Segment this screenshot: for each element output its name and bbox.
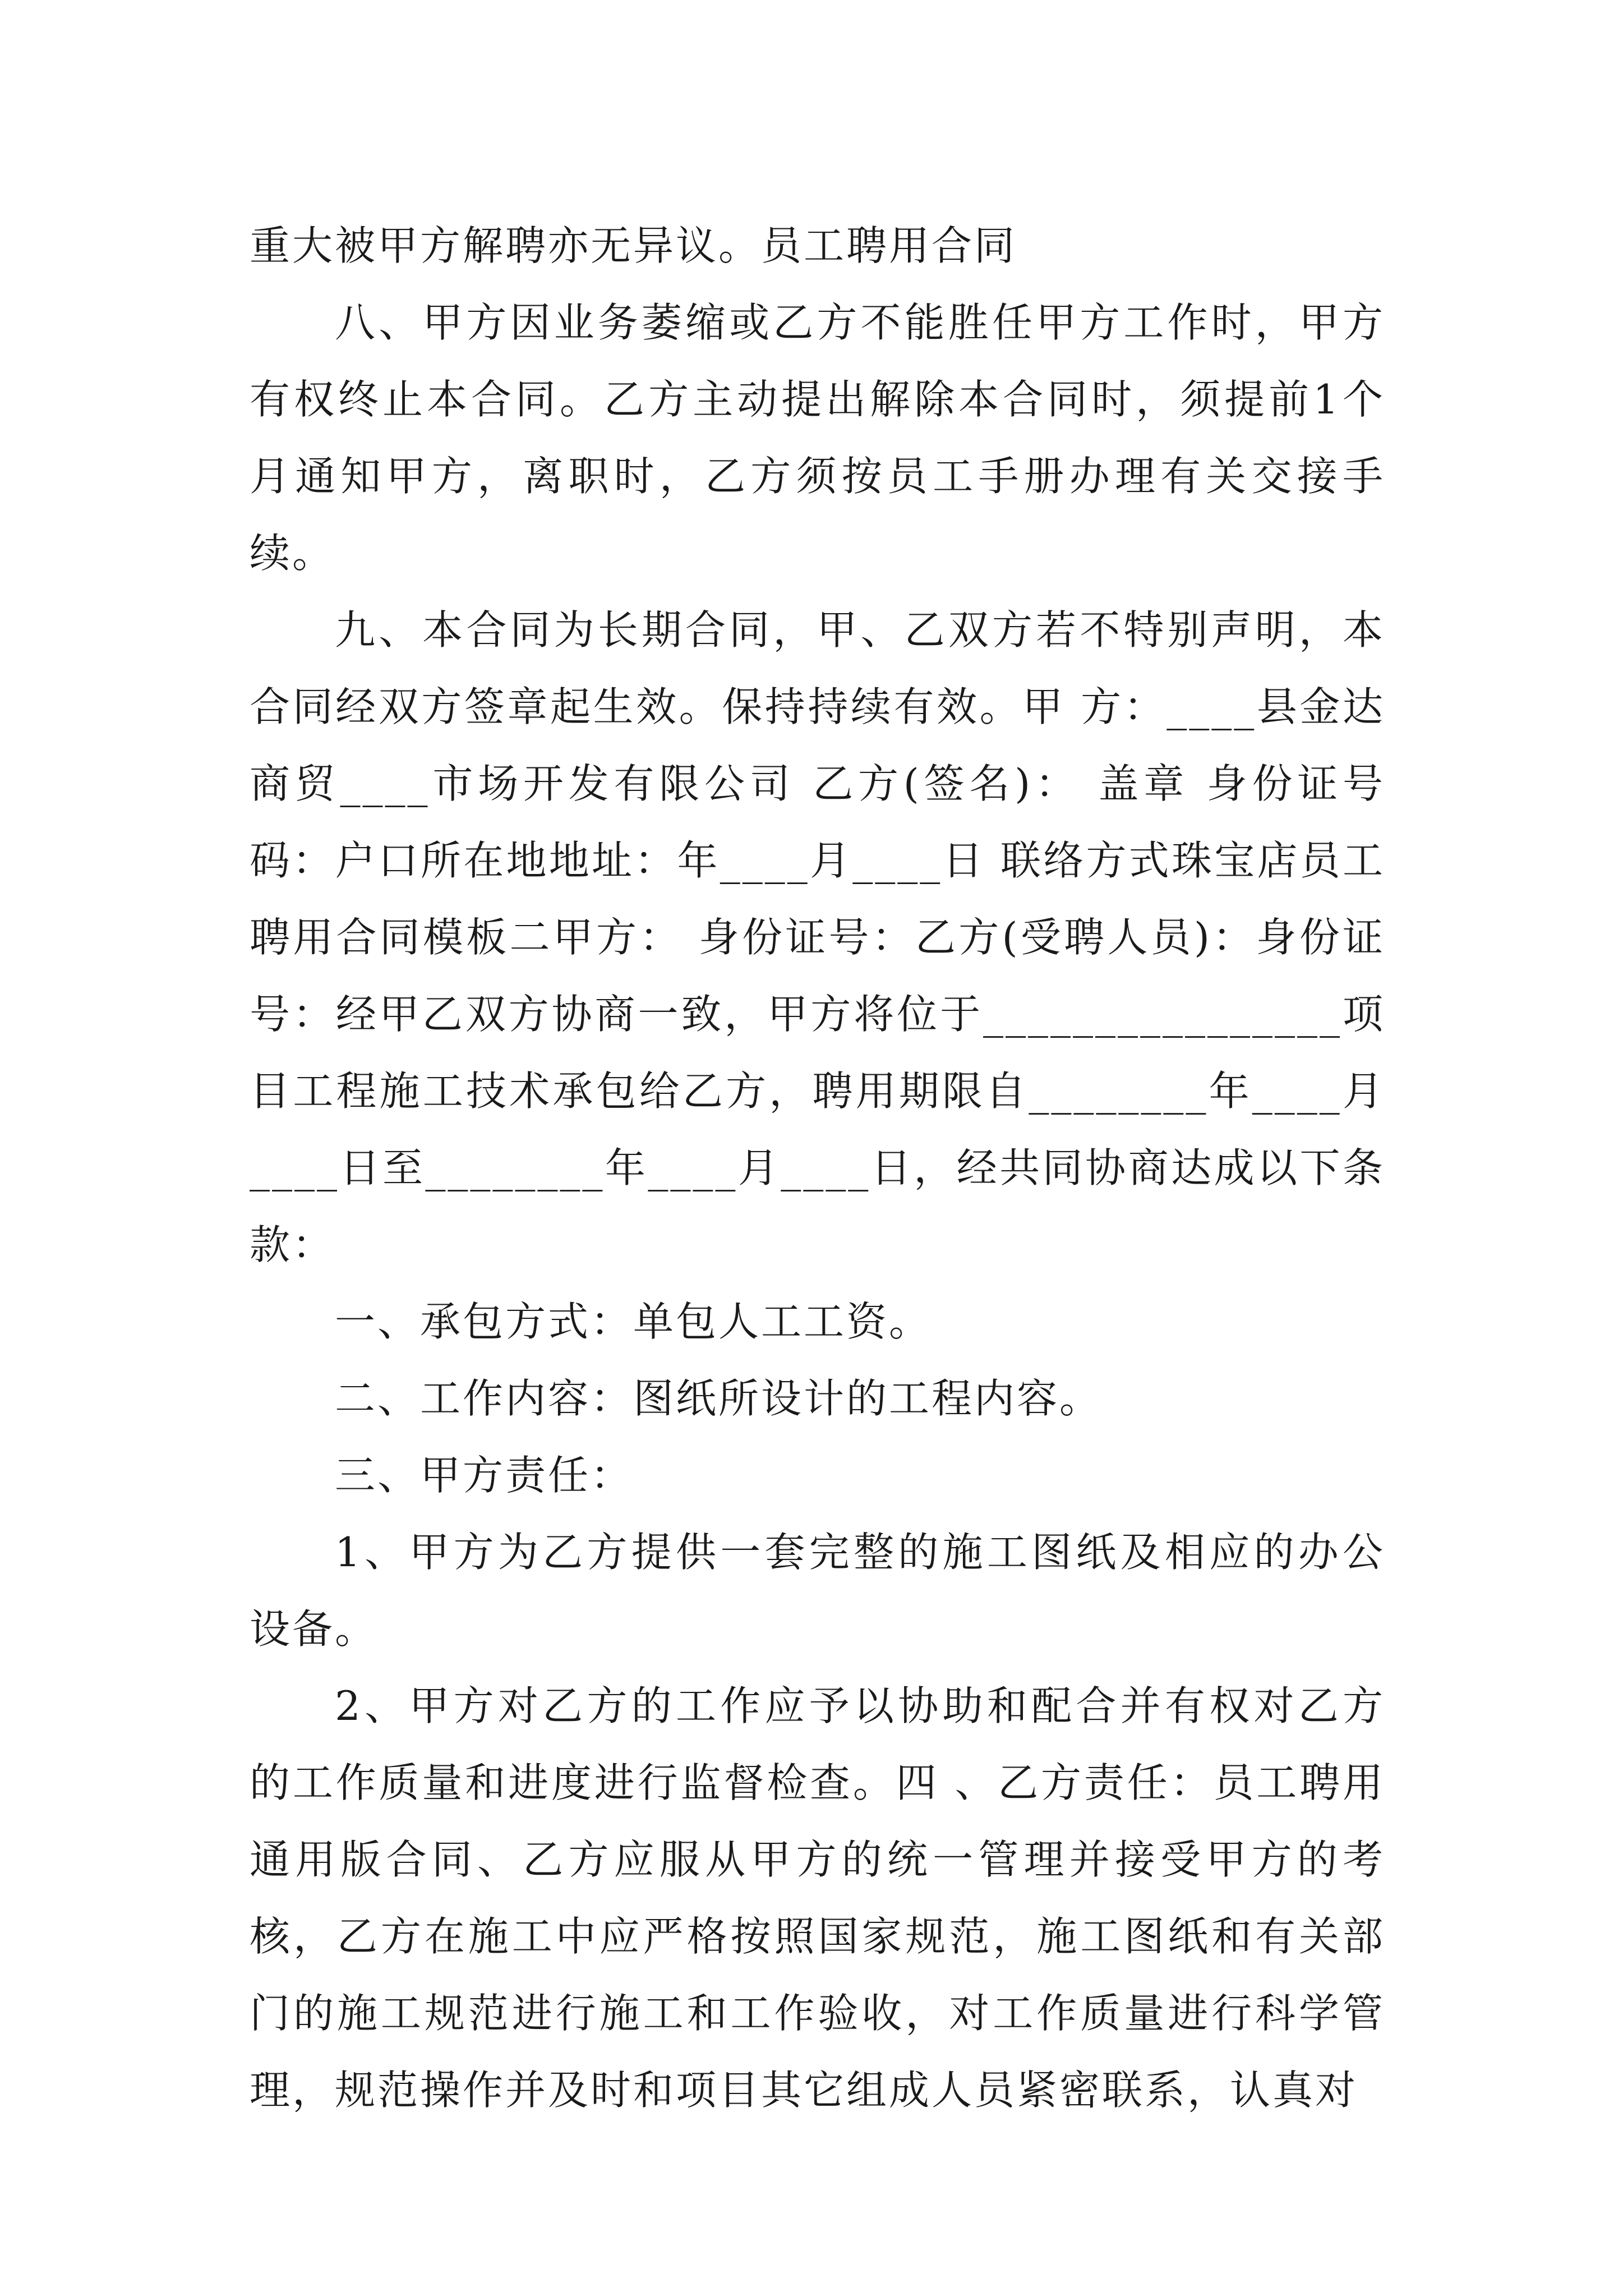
paragraph-clause-9: 九、本合同为长期合同，甲、乙双方若不特别声明，本合同经双方签章起生效。保持持续有效。甲 方：____县金达商贸____市场开发有限公司 乙方(签名)： 盖章 身份证号码：户口所在地地址：年____月____日 联络方式珠宝店员工聘用合同模板二甲方： 身份证号：乙方(受聘人员)：身份证号：经甲乙双方协商一致，甲方将位于________________项目工程施工技术承包给乙方，聘用期限自________年____月____日至________年____月____日，经共同协商达成以下条款： — [250, 606, 1385, 1268]
paragraph-party-a-duty-2: 2、甲方对乙方的工作应予以协助和配合并有权对乙方的工作质量和进度进行监督检查。四 、乙方责任：员工聘用通用版合同、乙方应服从甲方的统一管理并接受甲方的考核，乙方在施工中应严格按照国家规范，施工图纸和有关部门的施工规范进行施工和工作验收，对工作质量进行科学管理，规范操作并及时和项目其它组成人员紧密联系，认真对 — [250, 1682, 1385, 2114]
paragraph-party-a-duties-heading: 三、甲方责任： — [335, 1452, 634, 1499]
paragraph-party-a-duty-1: 1、甲方为乙方提供一套完整的施工图纸及相应的办公设备。 — [250, 1529, 1385, 1653]
paragraph-clause-8: 八、甲方因业务萎缩或乙方不能胜任甲方工作时，甲方有权终止本合同。乙方主动提出解除本合同时，须提前1个月通知甲方，离职时，乙方须按员工手册办理有关交接手续。 — [250, 299, 1385, 577]
paragraph-continuation: 重大被甲方解聘亦无异议。员工聘用合同 — [250, 222, 1017, 269]
document-body — [250, 208, 1385, 2129]
paragraph-work-content: 二、工作内容：图纸所设计的工程内容。 — [335, 1375, 1103, 1422]
paragraph-contract-method: 一、承包方式：单包人工工资。 — [335, 1298, 932, 1345]
